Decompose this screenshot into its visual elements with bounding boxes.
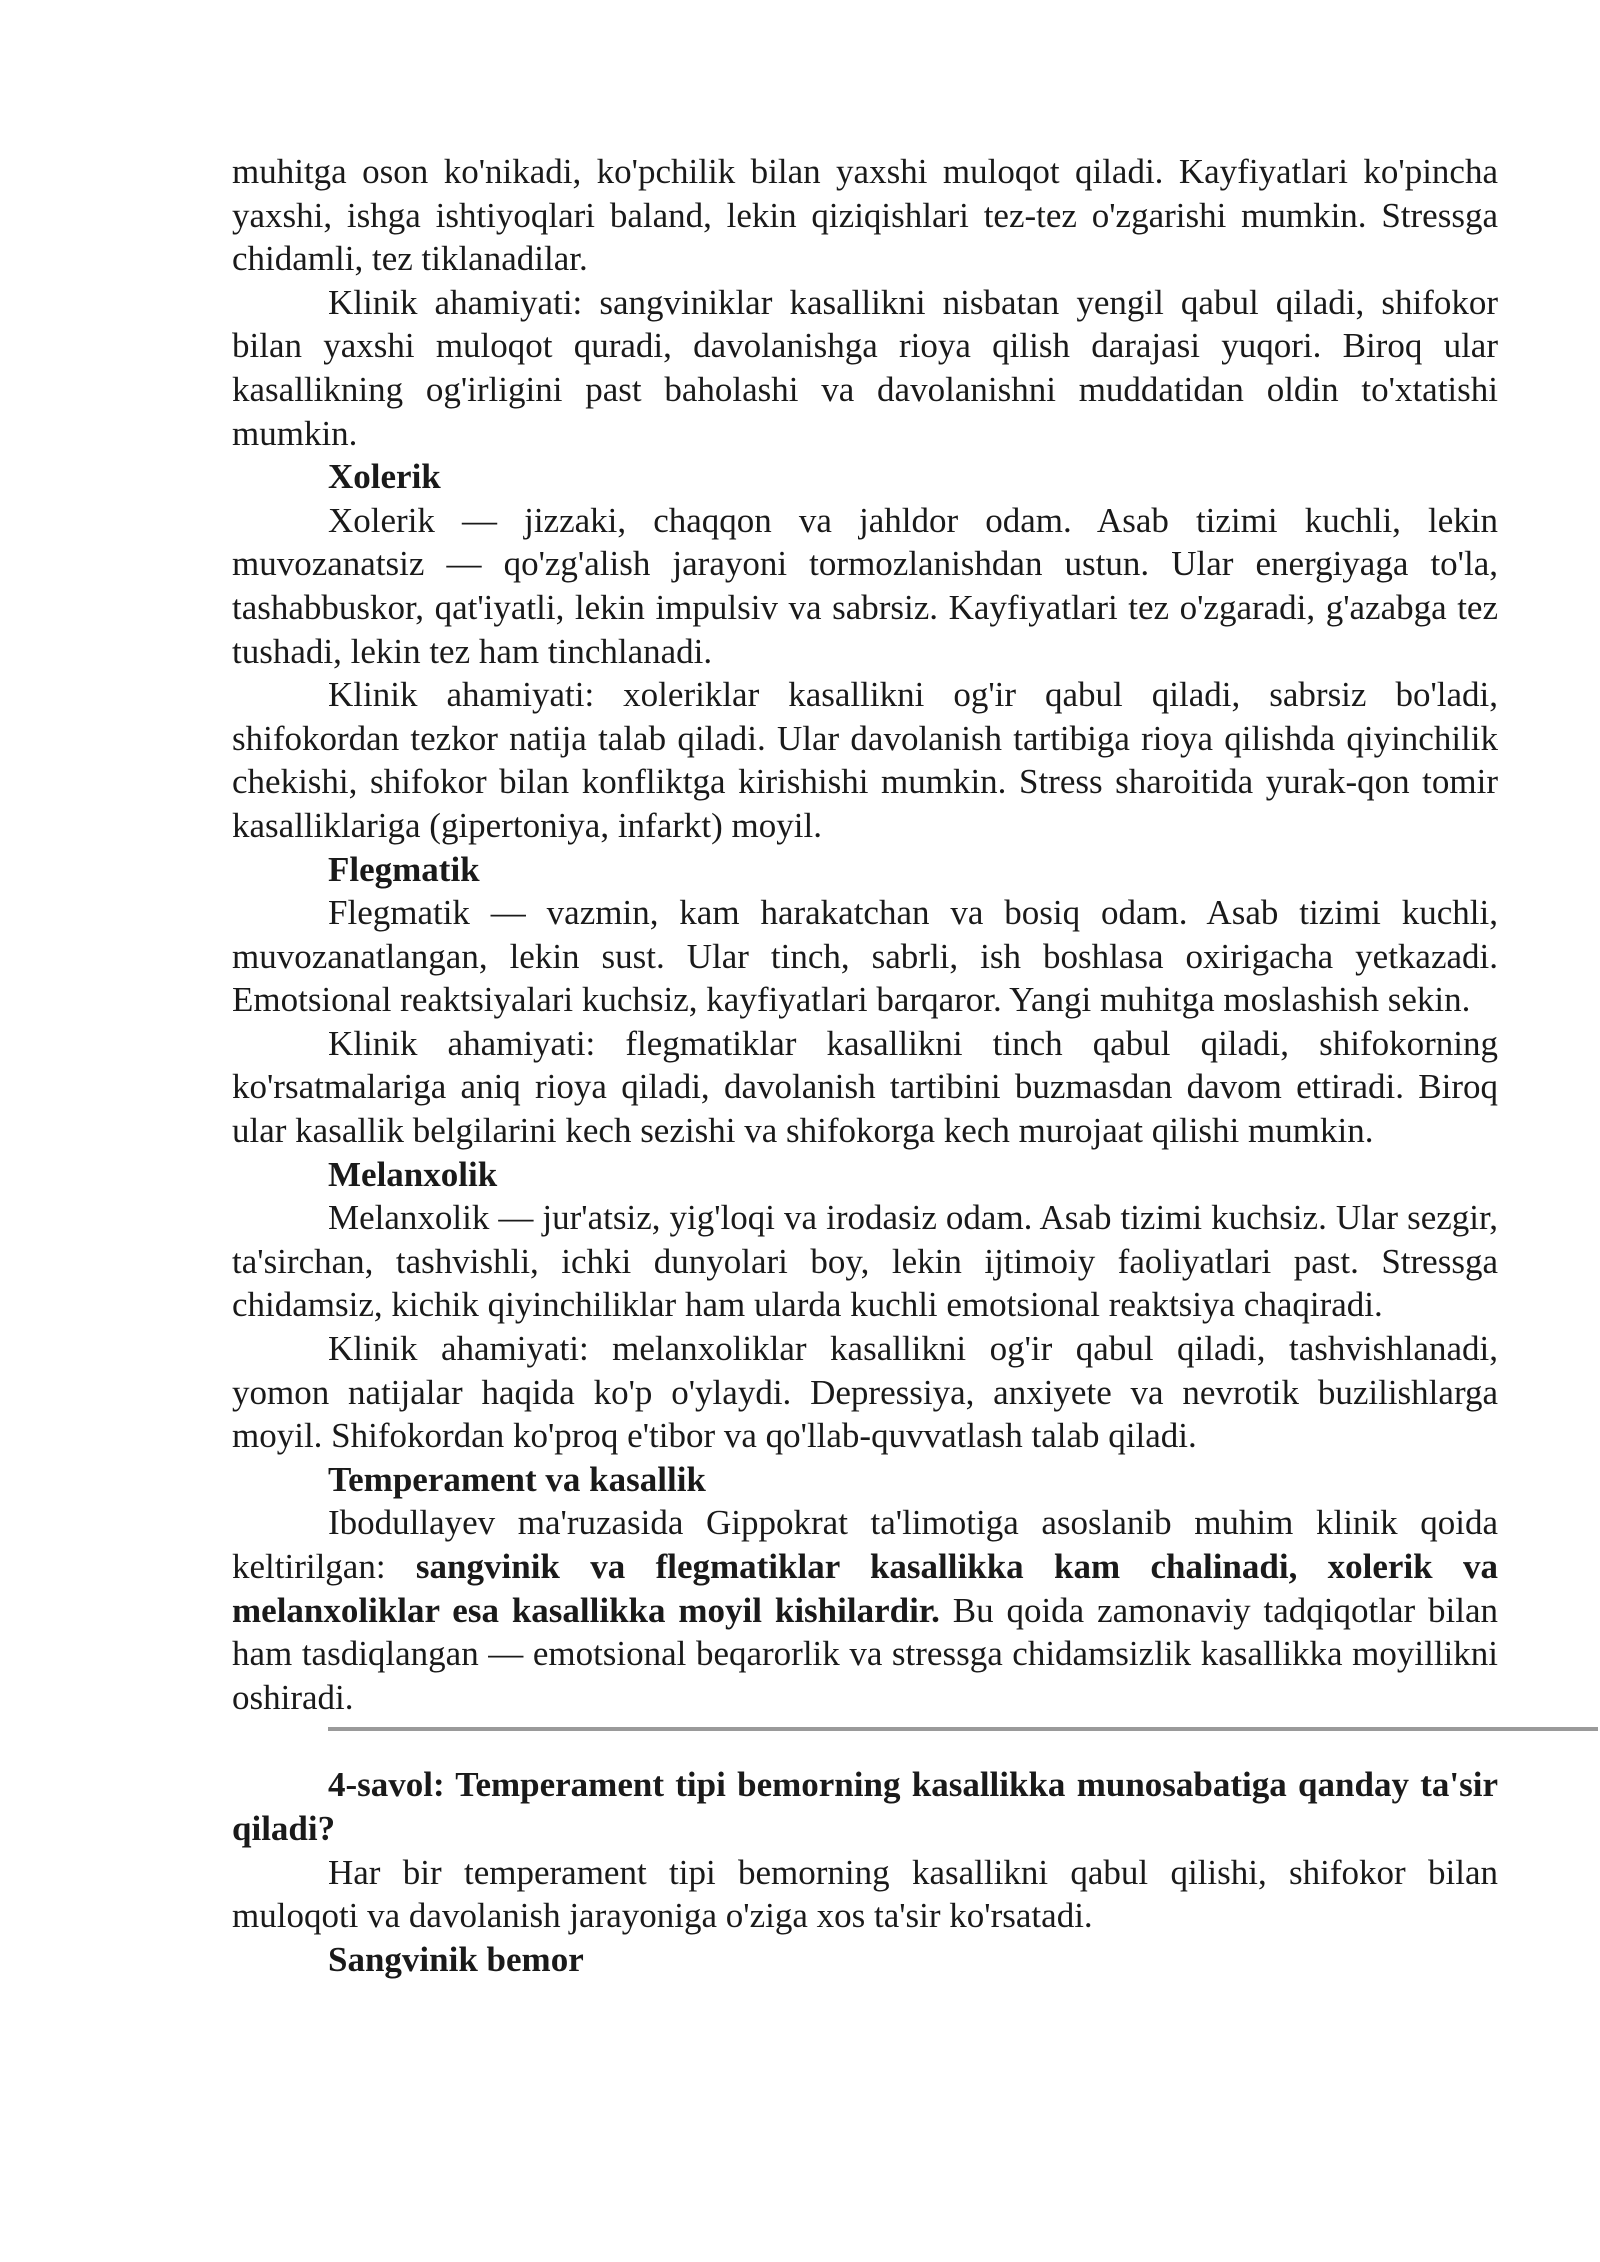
- horizontal-rule: [328, 1727, 1598, 1731]
- heading-xolerik: Xolerik: [328, 457, 441, 497]
- paragraph-melanxolik-description: Melanxolik — jur'atsiz, yig'loqi va irodasiz odam. Asab tizimi kuchsiz. Ular sezgir, ta'sirchan, tashvishli, ichki dunyolari boy, lekin ijtimoiy faoliyatlari past. Stressga chidamsiz, kichik qiyinchiliklar ham ularda kuchli emotsional reaktsiya chaqiradi.: [232, 1198, 1498, 1325]
- paragraph-question-4-intro: Har bir temperament tipi bemorning kasallikni qabul qilishi, shifokor bilan muloqoti va davolanish jarayoniga o'ziga xos ta'sir ko'rsatadi.: [232, 1852, 1498, 1936]
- heading-temperament-va-kasallik: Temperament va kasallik: [328, 1459, 706, 1499]
- paragraph-sangvinik-description-end: muhitga oson ko'nikadi, ko'pchilik bilan yaxshi muloqot qiladi. Kayfiyatlari ko'pincha yaxshi, ishga ishtiyoqlari baland, lekin qiziqishlari tez-tez o'zgarishi mumkin. Stressga chidamli, tez tiklanadilar.: [232, 152, 1498, 279]
- paragraph-temperament-rule-start: Ibodullayev ma'ruzasida Gippokrat ta'limotiga asoslanib muhim klinik qoida keltirilgan:: [232, 1503, 1498, 1586]
- paragraph-xolerik-clinical: Klinik ahamiyati: xoleriklar kasallikni og'ir qabul qiladi, sabrsiz bo'ladi, shifokordan tezkor natija talab qiladi. Ular davolanish tartibiga rioya qilishda qiyinchilik chekishi, shifokor bilan konfliktga kirishishi mumkin. Stress sharoitida yurak-qon tomir kasalliklariga (gipertoniya, infarkt) moyil.: [232, 675, 1498, 845]
- paragraph-temperament-rule-end: Bu qoida zamonaviy tadqiqotlar bilan ham tasdiqlangan — emotsional beqarorlik va stressga chidamsizlik kasallikka moyillikni oshiradi.: [232, 1590, 1498, 1717]
- heading-melanxolik: Melanxolik: [328, 1154, 498, 1194]
- heading-flegmatik: Flegmatik: [328, 849, 480, 889]
- paragraph-xolerik-description: Xolerik — jizzaki, chaqqon va jahldor odam. Asab tizimi kuchli, lekin muvozanatsiz — qo'zg'alish jarayoni tormozlanishdan ustun. Ular energiyaga to'la, tashabbuskor, qat'iyatli, lekin impulsiv va sabrsiz. Kayfiyatlari tez o'zgaradi, g'azabga tez tushadi, lekin tez ham tinchlanadi.: [232, 500, 1498, 671]
- question-4-heading: 4-savol: Temperament tipi bemorning kasallikka munosabatiga qanday ta'sir qiladi?: [232, 1765, 1498, 1848]
- heading-sangvinik-bemor: Sangvinik bemor: [328, 1939, 584, 1979]
- paragraph-temperament-rule: [232, 1501, 1498, 1719]
- paragraph-sangvinik-clinical: Klinik ahamiyati: sangviniklar kasallikni nisbatan yengil qabul qiladi, shifokor bilan yaxshi muloqot quradi, davolanishga rioya qilish darajasi yuqori. Biroq ular kasallikning og'irligini past baholashi va davolanishni muddatidan oldin to'xtatishi mumkin.: [232, 282, 1498, 453]
- paragraph-flegmatik-description: Flegmatik — vazmin, kam harakatchan va bosiq odam. Asab tizimi kuchli, muvozanatlangan, lekin sust. Ular tinch, sabrli, ish boshlasa oxirigacha yetkazadi. Emotsional reaktsiyalari kuchsiz, kayfiyatlari barqaror. Yangi muhitga moslashish sekin.: [232, 893, 1498, 1020]
- section-divider: [232, 1719, 1498, 1763]
- paragraph-flegmatik-clinical: Klinik ahamiyati: flegmatiklar kasallikni tinch qabul qiladi, shifokorning ko'rsatmalariga aniq rioya qiladi, davolanish tartibini buzmasdan davom ettiradi. Biroq ular kasallik belgilarini kech sezishi va shifokorga kech murojaat qilishi mumkin.: [232, 1023, 1498, 1151]
- paragraph-temperament-rule-bold: sangvinik va flegmatiklar kasallikka kam chalinadi, xolerik va melanxoliklar esa kasallikka moyil kishilardir.: [232, 1547, 1498, 1630]
- paragraph-melanxolik-clinical: Klinik ahamiyati: melanxoliklar kasallikni og'ir qabul qiladi, tashvishlanadi, yomon natijalar haqida ko'p o'ylaydi. Depressiya, anxiyete va nevrotik buzilishlarga moyil. Shifokordan ko'proq e'tibor va qo'llab-quvvatlash talab qiladi.: [232, 1329, 1498, 1456]
- document-page: [232, 150, 1498, 1981]
